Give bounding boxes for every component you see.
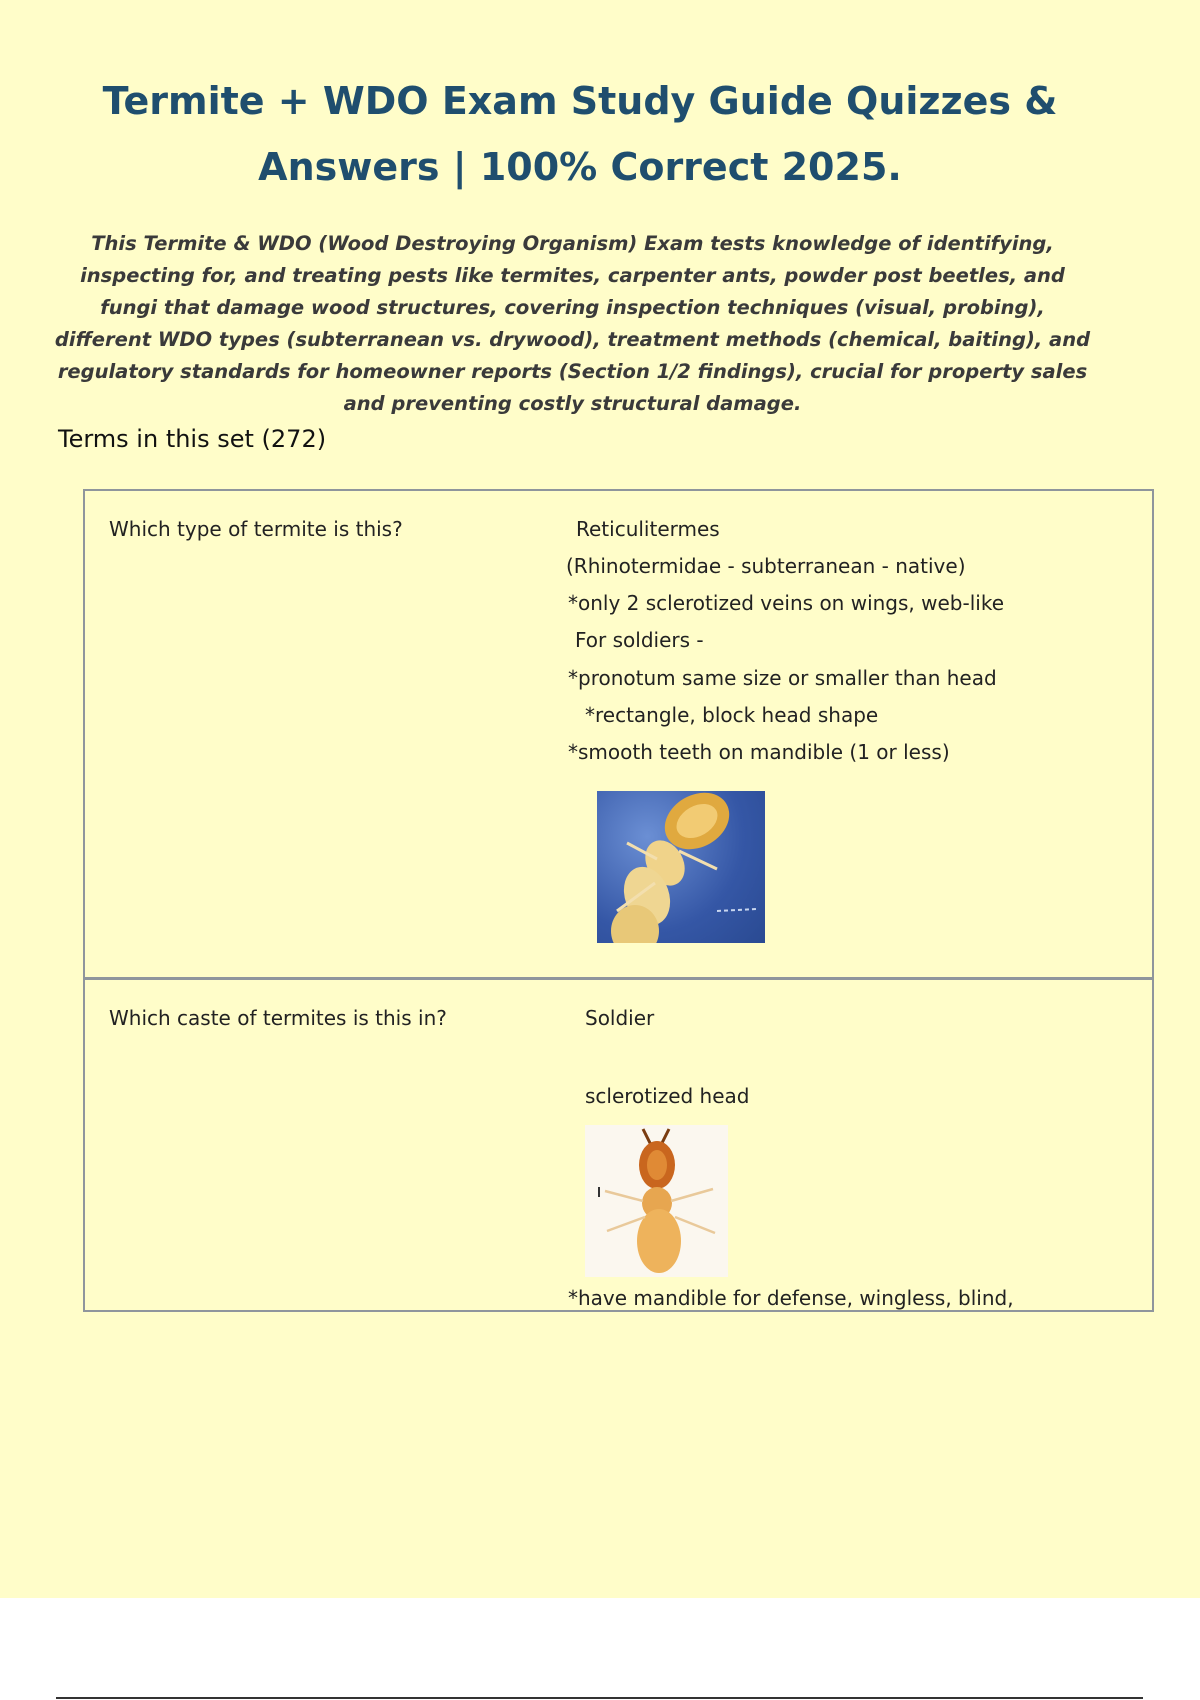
title-line-1: Termite + WDO Exam Study Guide Quizzes &: [102, 79, 1058, 123]
term-answer-line: *have mandible for defense, wingless, blind,: [568, 1286, 1014, 1310]
termite-illustration-icon: [585, 1125, 728, 1277]
terms-count-heading: Terms in this set (272): [58, 425, 327, 453]
termite-soldier-photo: [585, 1125, 728, 1277]
document-title: [80, 68, 1080, 200]
termite-illustration-icon: [597, 791, 765, 943]
term-answer-line: sclerotized head: [585, 1084, 750, 1108]
term-row: [85, 977, 1152, 1310]
term-answer-line: *rectangle, block head shape: [585, 703, 879, 727]
termite-soldier-photo: [597, 791, 765, 943]
term-answer-line: For soldiers -: [575, 628, 704, 652]
document-description: This Termite & WDO (Wood Destroying Organism) Exam tests knowledge of identifying, inspecting for, and treating pests like termites, carpenter ants, powder post beetles, and fungi that damage wood structures, covering inspection techniques (visual, probing), different WDO types (subterranean vs. drywood), treatment methods (chemical, baiting), and regulatory standards for homeowner reports (Section 1/2 findings), crucial for property sales and preventing costly structural damage.: [54, 232, 1091, 415]
terms-table: [83, 489, 1154, 1312]
term-question: Which caste of termites is this in?: [109, 1006, 447, 1030]
term-answer-line: *only 2 sclerotized veins on wings, web-like: [568, 591, 1004, 615]
term-question: Which type of termite is this?: [109, 517, 403, 541]
term-answer-line: *pronotum same size or smaller than head: [568, 666, 997, 690]
term-answer-line: Soldier: [585, 1006, 655, 1030]
term-answer-line: Reticulitermes: [576, 517, 720, 541]
term-answer-line: *smooth teeth on mandible (1 or less): [568, 740, 950, 764]
footer-divider: [56, 1697, 1143, 1699]
term-row: [85, 491, 1152, 977]
term-answer-line: (Rhinotermidae - subterranean - native): [566, 554, 966, 578]
title-line-2: Answers | 100% Correct 2025.: [258, 145, 902, 189]
